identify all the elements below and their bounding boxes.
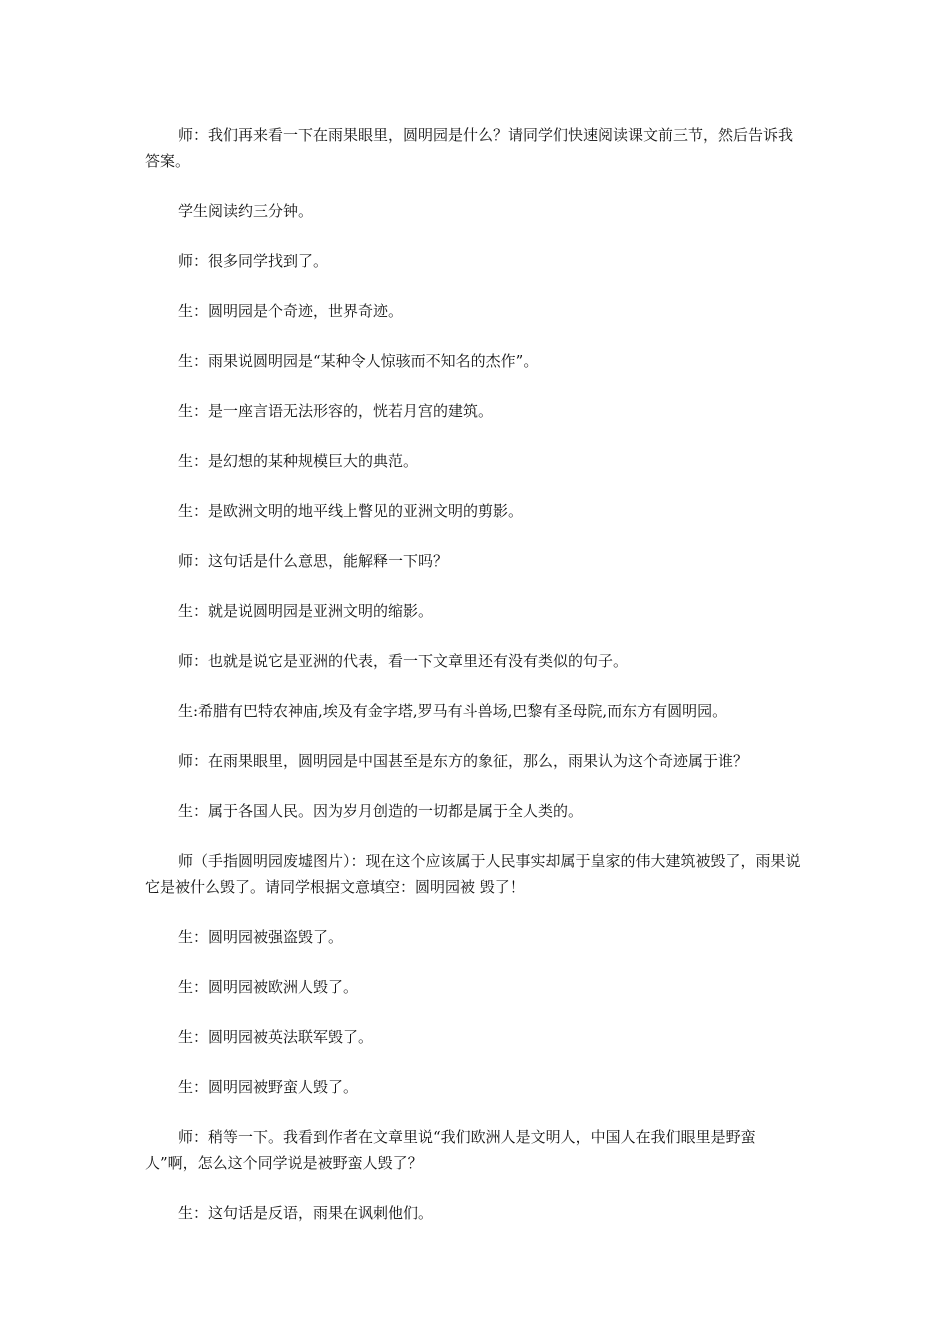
- paragraph-5: 生：雨果说圆明园是“某种令人惊骇而不知名的杰作”。: [178, 352, 539, 370]
- paragraph-14: 生：属于各国人民。因为岁月创造的一切都是属于全人类的。: [178, 802, 584, 820]
- paragraph-18: 生：圆明园被英法联军毁了。: [178, 1028, 374, 1046]
- paragraph-7: 生：是幻想的某种规模巨大的典范。: [178, 452, 419, 470]
- paragraph-13: 师：在雨果眼里，圆明园是中国甚至是东方的象征，那么，雨果认为这个奇迹属于谁？: [178, 752, 749, 770]
- paragraph-9: 师：这句话是什么意思，能解释一下吗？: [178, 552, 449, 570]
- paragraph-6: 生：是一座言语无法形容的，恍若月宫的建筑。: [178, 402, 494, 420]
- paragraph-15: 师（手指圆明园废墟图片）：现在这个应该属于人民事实却属于皇家的伟大建筑被毁了，雨果说它是被什么毁了。请同学根据文意填空：圆明园被 毁了！: [145, 852, 801, 896]
- paragraph-3: 师：很多同学找到了。: [178, 252, 329, 270]
- paragraph-20: 师：稍等一下。我看到作者在文章里说“我们欧洲人是文明人，中国人在我们眼里是野蛮人”啊，怎么这个同学说是被野蛮人毁了？: [145, 1128, 756, 1172]
- paragraph-11: 师：也就是说它是亚洲的代表，看一下文章里还有没有类似的句子。: [178, 652, 629, 670]
- paragraph-8: 生：是欧洲文明的地平线上瞥见的亚洲文明的剪影。: [178, 502, 524, 520]
- paragraph-2: 学生阅读约三分钟。: [178, 202, 314, 220]
- paragraph-19: 生：圆明园被野蛮人毁了。: [178, 1078, 359, 1096]
- paragraph-10: 生：就是说圆明园是亚洲文明的缩影。: [178, 602, 434, 620]
- document-page: [145, 122, 807, 1250]
- paragraph-16: 生：圆明园被强盗毁了。: [178, 928, 344, 946]
- paragraph-12: 生:希腊有巴特农神庙,埃及有金字塔,罗马有斗兽场,巴黎有圣母院,而东方有圆明园。: [178, 702, 728, 720]
- paragraph-21: 生：这句话是反语，雨果在讽刺他们。: [178, 1204, 434, 1222]
- paragraph-17: 生：圆明园被欧洲人毁了。: [178, 978, 359, 996]
- paragraph-4: 生：圆明园是个奇迹，世界奇迹。: [178, 302, 404, 320]
- paragraph-1: 师：我们再来看一下在雨果眼里，圆明园是什么？请同学们快速阅读课文前三节，然后告诉我答案。: [145, 126, 794, 170]
